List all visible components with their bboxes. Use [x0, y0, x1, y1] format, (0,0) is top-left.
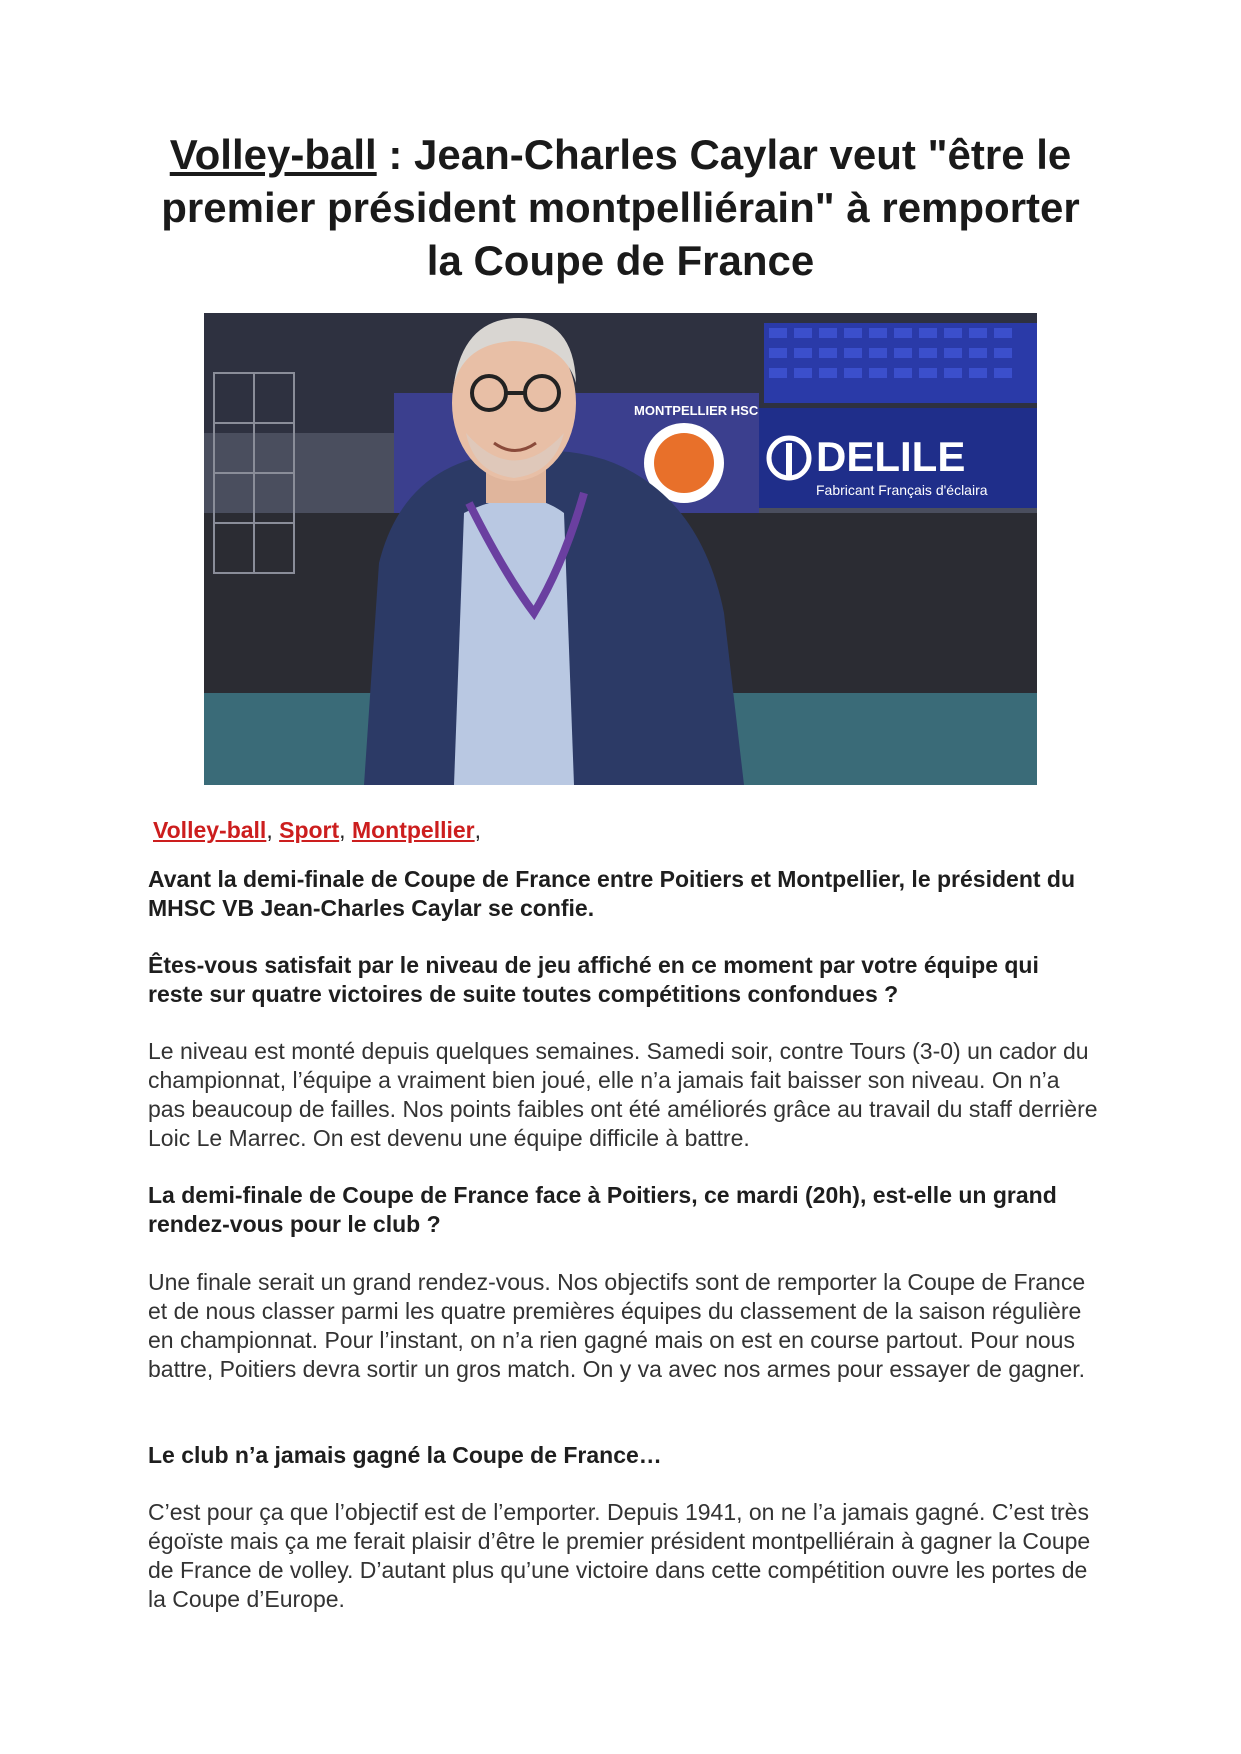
question-3: Le club n’a jamais gagné la Coupe de France…: [148, 1442, 662, 1468]
tag-link-montpellier[interactable]: Montpellier: [351, 817, 475, 843]
tag-link-volley-ball[interactable]: Volley-ball: [153, 817, 267, 843]
tag-link-sport[interactable]: Sport: [279, 817, 340, 843]
answer-3: C’est pour ça que l’objectif est de l’emporter. Depuis 1941, on ne l’a jamais gagné. C’est très égoïste mais ça me ferait plaisir d’être le premier président montpelliérain à gagner la Coupe de France de volley. D’autant plus qu’une victoire dans cette compétition ouvre les portes de la Coupe d’Europe.: [148, 1499, 1091, 1612]
title-keyword-link[interactable]: Volley-ball: [169, 131, 377, 178]
tag-trailing: ,: [474, 817, 482, 843]
photo-illustration: [204, 313, 1037, 785]
article-photo: [204, 313, 1037, 785]
tag-list: [153, 816, 481, 844]
sign-subtext: Fabricant Français d'éclaira: [816, 482, 988, 498]
title-text: : Jean-Charles Caylar veut "être le premier président montpelliérain" à remporter la Coupe de France: [161, 131, 1080, 284]
question-2: La demi-finale de Coupe de France face à Poitiers, ce mardi (20h), est-elle un grand rendez-vous pour le club ?: [148, 1182, 1057, 1237]
answer-1: Le niveau est monté depuis quelques semaines. Samedi soir, contre Tours (3-0) un cador du championnat, l’équipe a vraiment bien joué, elle n’a jamais fait baisser son niveau. On n’a pas beaucoup de failles. Nos points faibles ont été améliorés grâce au travail du staff derrière Loic Le Marrec. On est devenu une équipe difficile à battre.: [148, 1038, 1098, 1151]
question-1: Êtes-vous satisfait par le niveau de jeu affiché en ce moment par votre équipe qui reste sur quatre victoires de suite toutes compétitions confondues ?: [148, 952, 1039, 1007]
tag-separator: ,: [266, 817, 280, 843]
sign-text: DELILE: [816, 433, 966, 480]
tag-separator: ,: [339, 817, 352, 843]
answer-2: Une finale serait un grand rendez-vous. Nos objectifs sont de remporter la Coupe de France et de nous classer parmi les quatre premières équipes du classement de la saison régulière en championnat. Pour l’instant, on n’a rien gagné mais on est en course partout. Pour nous battre, Poitiers devra sortir un gros match. On y va avec nos armes pour essayer de gagner.: [148, 1269, 1086, 1382]
article-intro: Avant la demi-finale de Coupe de France entre Poitiers et Montpellier, le président du MHSC VB Jean-Charles Caylar se confie.: [148, 866, 1076, 921]
article-title: [150, 128, 1091, 287]
badge-text: MONTPELLIER HSC: [634, 403, 759, 418]
